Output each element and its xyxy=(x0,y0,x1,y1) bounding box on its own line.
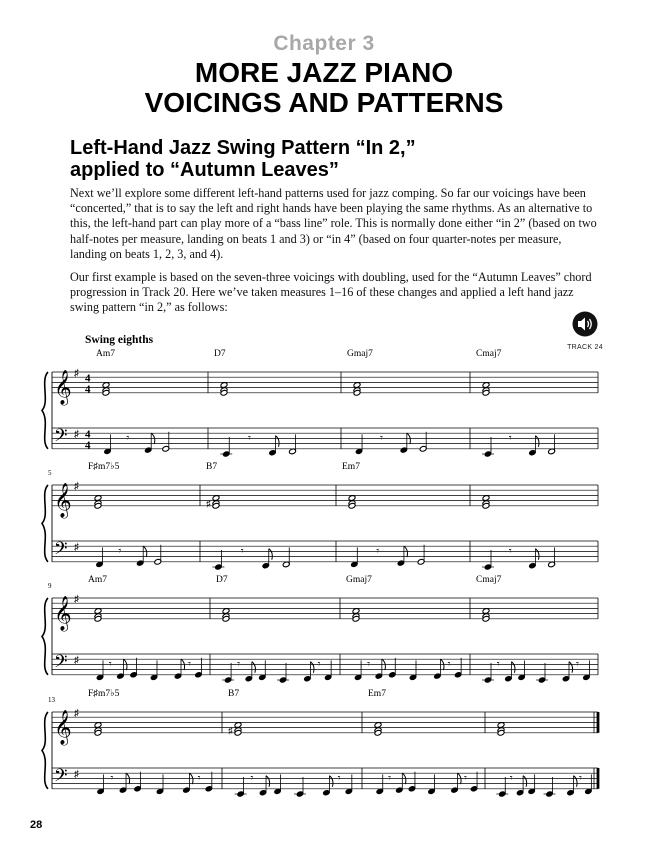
eighth-rest: 𝄾 xyxy=(376,545,380,558)
eighth-rest: 𝄾 xyxy=(508,545,512,558)
eighth-rest: 𝄾 xyxy=(496,658,500,671)
section-heading xyxy=(70,137,590,181)
note-flag xyxy=(511,662,515,673)
treble-clef: 𝄞 xyxy=(54,596,72,630)
eighth-rest: 𝄾 xyxy=(317,658,321,671)
section-heading-line-1: Left-Hand Jazz Swing Pattern “In 2,” xyxy=(70,137,416,159)
track-label: TRACK 24 xyxy=(567,344,603,351)
eighth-rest: 𝄾 xyxy=(380,432,383,445)
brace xyxy=(42,372,48,449)
score-system xyxy=(42,461,598,570)
brace xyxy=(42,598,48,675)
key-signature-sharp: ♯ xyxy=(74,655,79,667)
time-signature: 4 xyxy=(85,439,91,452)
music-score xyxy=(0,320,648,820)
note-flag xyxy=(276,436,280,447)
key-signature-sharp: ♯ xyxy=(74,429,79,441)
note-flag xyxy=(269,549,273,560)
eighth-rest: 𝄾 xyxy=(188,658,191,671)
eighth-rest: 𝄾 xyxy=(108,658,112,671)
brace xyxy=(42,712,48,789)
bass-clef: 𝄢 xyxy=(54,651,68,676)
chord-symbol: Am7 xyxy=(96,349,115,359)
time-signature: 4 xyxy=(85,372,91,385)
tempo-marking: Swing eighths xyxy=(85,334,154,346)
bass-clef: 𝄢 xyxy=(54,425,68,450)
page-title-line-2: VOICINGS AND PATTERNS xyxy=(144,87,504,118)
key-signature-sharp: ♯ xyxy=(74,542,79,554)
note-flag xyxy=(569,662,573,673)
note-flag xyxy=(252,662,256,673)
treble-clef: 𝄞 xyxy=(54,710,72,744)
chord-symbol: F♯m7♭5 xyxy=(88,462,120,472)
eighth-rest: 𝄾 xyxy=(126,432,130,445)
accidental-sharp: ♯ xyxy=(228,725,233,736)
measure-number: 5 xyxy=(48,469,52,477)
key-signature-sharp: ♯ xyxy=(74,769,79,781)
eighth-rest: 𝄾 xyxy=(509,772,513,785)
score-system xyxy=(42,688,598,797)
eighth-rest: 𝄾 xyxy=(250,772,254,785)
chord-symbol: Em7 xyxy=(342,462,360,472)
measure-number: 9 xyxy=(48,582,52,590)
eighth-rest: 𝄾 xyxy=(447,658,451,671)
chord-symbol: Cmaj7 xyxy=(476,575,502,585)
brace xyxy=(42,485,48,562)
score-systems xyxy=(42,349,598,797)
eighth-rest: 𝄾 xyxy=(367,658,371,671)
page-title xyxy=(0,58,648,118)
chord-symbol: Gmaj7 xyxy=(347,349,373,359)
eighth-rest: 𝄾 xyxy=(237,658,241,671)
page-number: 28 xyxy=(30,819,43,831)
chord-symbol: Cmaj7 xyxy=(476,349,502,359)
key-signature-sharp: ♯ xyxy=(74,368,79,379)
eighth-rest: 𝄾 xyxy=(388,772,392,785)
eighth-rest: 𝄾 xyxy=(464,772,467,785)
measure-number: 13 xyxy=(48,696,55,704)
score-system xyxy=(42,349,598,457)
bass-clef: 𝄢 xyxy=(54,765,68,790)
note-flag xyxy=(523,776,527,787)
eighth-rest: 𝄾 xyxy=(576,658,579,671)
eighth-rest: 𝄾 xyxy=(248,432,251,445)
accidental-sharp: ♯ xyxy=(206,498,211,509)
eighth-rest: 𝄾 xyxy=(508,432,512,445)
time-signature: 4 xyxy=(85,383,91,396)
note-flag xyxy=(535,436,539,447)
section-heading-line-2: applied to “Autumn Leaves” xyxy=(70,159,339,181)
page-title-line-1: MORE JAZZ PIANO xyxy=(194,57,454,88)
note-flag xyxy=(310,662,314,673)
note-flag xyxy=(266,776,270,787)
chord-symbol: D7 xyxy=(214,349,226,359)
chapter-label: Chapter 3 xyxy=(273,32,375,55)
bass-clef: 𝄢 xyxy=(54,538,68,563)
eighth-rest: 𝄾 xyxy=(110,772,114,785)
body-paragraph-1: Next we’ll explore some different left-hand patterns used for jazz comping. So far our voicings have been “concerted,” that is to say the left and right hands have been playing the same rhythms. As an alternative to this, the left-hand part can play more of a “bass line” role. This is normally done either “in 2” (based on two half-notes per measure, landing on beats 1 and 3) or “in 4” (based on four quarter-notes per measure, landing on beats 1, 2, 3, and 4). xyxy=(70,186,597,261)
key-signature-sharp: ♯ xyxy=(74,708,79,719)
note-flag xyxy=(535,549,539,560)
eighth-rest: 𝄾 xyxy=(118,545,122,558)
chord-symbol: B7 xyxy=(228,689,240,699)
chord-symbol: B7 xyxy=(206,462,218,472)
chord-symbol: F♯m7♭5 xyxy=(88,689,120,699)
key-signature-sharp: ♯ xyxy=(74,481,79,492)
eighth-rest: 𝄾 xyxy=(197,772,201,785)
note-flag xyxy=(329,776,333,787)
body-paragraph-2: Our first example is based on the seven-three voicings with doubling, used for the “Autumn Leaves” chord progression in Track 20. Here we’ve taken measures 1–16 of these changes and applied a left hand jazz swing pattern “in 2,” as follows: xyxy=(70,270,592,315)
eighth-rest: 𝄾 xyxy=(240,545,244,558)
eighth-rest: 𝄾 xyxy=(579,772,582,785)
treble-clef: 𝄞 xyxy=(54,370,72,404)
time-signature: 4 xyxy=(85,428,91,441)
key-signature-sharp: ♯ xyxy=(74,594,79,605)
treble-clef: 𝄞 xyxy=(54,483,72,517)
score-system xyxy=(42,575,598,683)
chord-symbol: Em7 xyxy=(368,689,386,699)
chord-symbol: Am7 xyxy=(88,575,107,585)
chord-symbol: D7 xyxy=(216,575,228,585)
note-flag xyxy=(574,776,578,787)
eighth-rest: 𝄾 xyxy=(337,772,341,785)
chord-symbol: Gmaj7 xyxy=(346,575,372,585)
